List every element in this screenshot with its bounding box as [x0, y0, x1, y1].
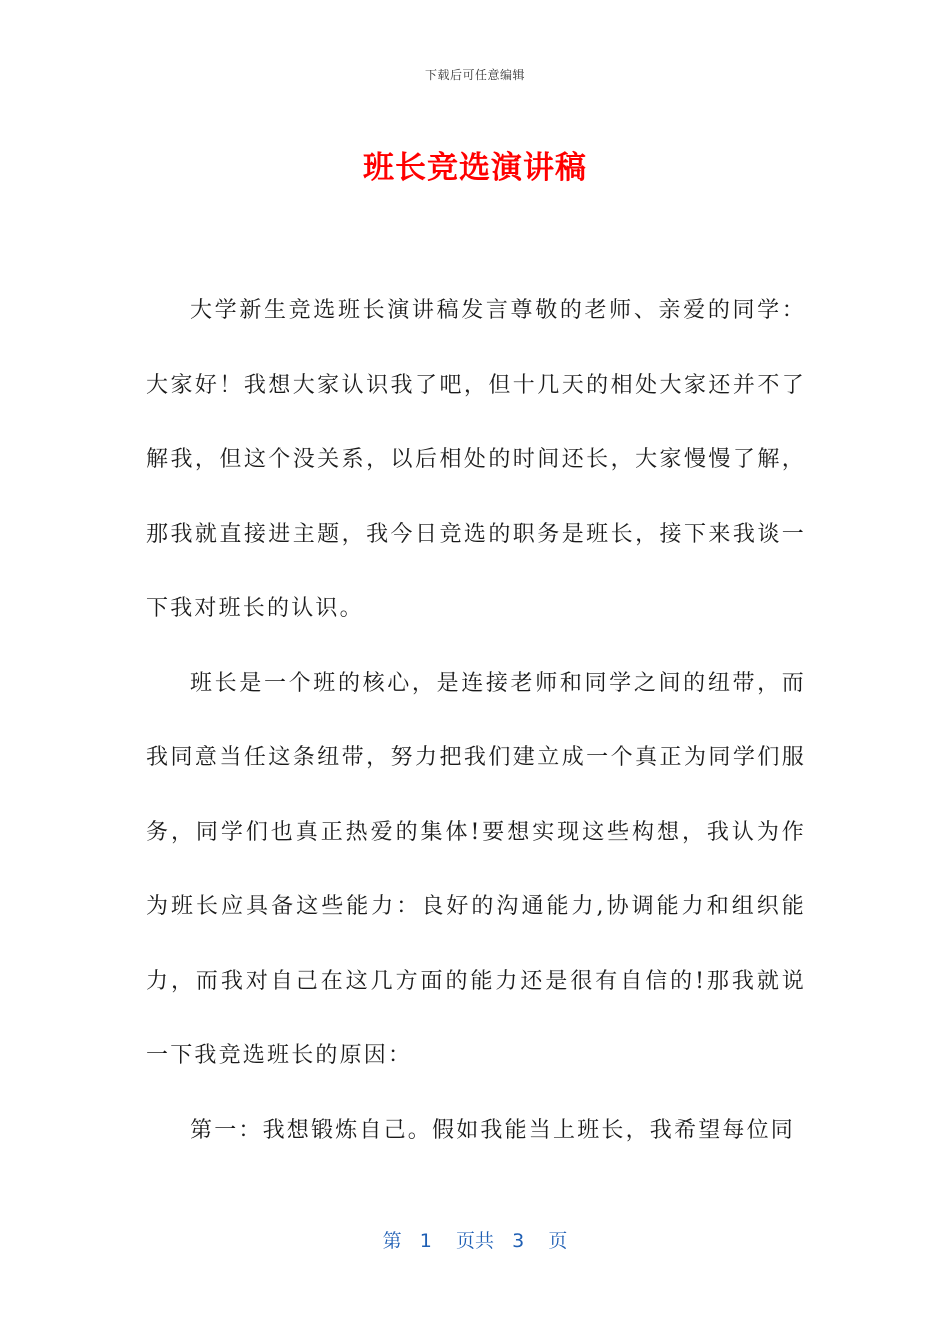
- footer-middle: 页共: [455, 1230, 494, 1252]
- document-body: [146, 274, 806, 1168]
- header-note: 下载后可任意编辑: [424, 68, 525, 82]
- paragraph-1: 大学新生竞选班长演讲稿发言尊敬的老师、亲爱的同学：大家好！我想大家认识我了吧，但十几天的相处大家还并不了解我，但这个没关系，以后相处的时间还长，大家慢慢了解，那我就直接进主题，我今日竞选的职务是班长，接下来我谈一下我对班长的认识。: [146, 298, 806, 621]
- paragraph-3: 第一：我想锻炼自己。假如我能当上班长，我希望每位同: [190, 1117, 796, 1143]
- footer-suffix: 页: [548, 1230, 568, 1252]
- current-page-number: 1: [419, 1230, 432, 1252]
- total-pages-number: 3: [512, 1230, 525, 1252]
- paragraph-2: 班长是一个班的核心，是连接老师和同学之间的纽带，而我同意当任这条纽带，努力把我们建立成一个真正为同学们服务，同学们也真正热爱的集体!要想实现这些构想，我认为作为班长应具备这些能力：良好的沟通能力,协调能力和组织能力，而我对自己在这几方面的能力还是很有自信的!那我就说一下我竞选班长的原因：: [146, 670, 806, 1068]
- page-footer: [0, 1226, 950, 1253]
- document-title: 班长竞选演讲稿: [363, 150, 587, 186]
- footer-prefix: 第: [382, 1230, 402, 1252]
